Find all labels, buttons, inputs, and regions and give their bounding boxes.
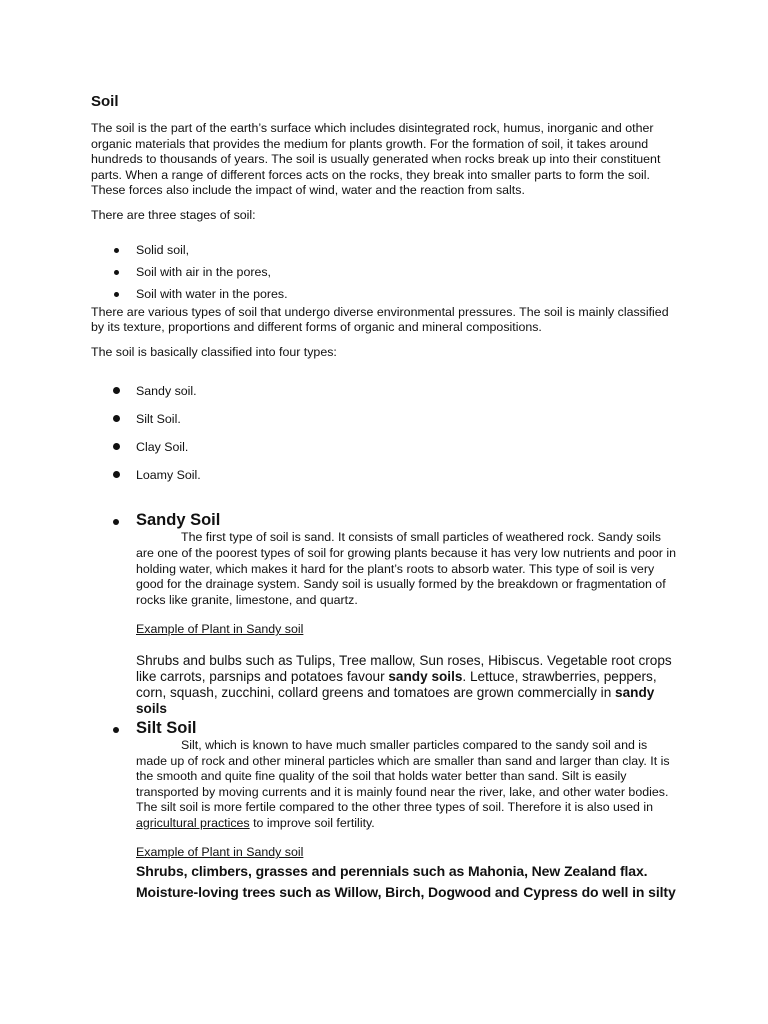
bullet-icon: [113, 387, 120, 394]
agricultural-practices-link[interactable]: agricultural practices: [136, 815, 250, 830]
list-item: Solid soil,: [91, 239, 681, 261]
stages-list: [91, 239, 681, 305]
bullet-icon: [114, 248, 119, 253]
sandy-example-label: Example of Plant in Sandy soil: [136, 622, 304, 637]
classification-paragraph: There are various types of soil that undergo diverse environmental pressures. The soil is mainly classified by its texture, proportions and different forms of organic and mineral compositions.: [91, 304, 669, 335]
sandy-soil-body: The first type of soil is sand. It consists of small particles of weathered rock. Sandy soils are one of the poorest types of soil for growing plants because it has very low nutrients and poor in holding water, which makes it hard for the plant’s roots to absorb water. This type of soil is very good for the drainage system. Sandy soil is usually formed by the breakdown or fragmentation of rocks like granite, limestone, and quartz.: [136, 530, 676, 607]
silt-soil-heading: Silt Soil: [136, 718, 197, 737]
stages-intro: There are three stages of soil:: [91, 207, 256, 222]
list-item: Soil with air in the pores,: [91, 261, 681, 283]
silt-soil-body: Silt, which is known to have much smaller particles compared to the sandy soil and is made up of rock and other mineral particles which are smaller than sand and larger than clay. It is the smooth and quite fine quality of the soil that holds water better than sand. Silt is easily transported by moving currents and it is mainly found near the river, lake, and other water bodies. The silt soil is more fertile compared to the other three types of soil. Therefore it is also used in agricultural practices to improve soil fertility.: [136, 737, 670, 830]
bullet-icon: [113, 471, 120, 478]
document-title: Soil: [91, 93, 119, 110]
list-item: Sandy soil.: [91, 377, 681, 405]
bullet-icon: [113, 519, 119, 525]
list-item: Silt Soil.: [91, 405, 681, 433]
list-item: Clay Soil.: [91, 433, 681, 461]
sandy-soil-section: [91, 511, 681, 717]
bold-term: sandy soils: [388, 668, 463, 684]
bullet-icon: [113, 443, 120, 450]
bullet-icon: [114, 292, 119, 297]
silt-example-label: Example of Plant in Sandy soil: [136, 845, 304, 860]
bold-term: sandy soils: [136, 684, 655, 716]
bullet-icon: [113, 415, 120, 422]
silt-soil-section: [91, 719, 681, 903]
sandy-soil-heading: Sandy Soil: [136, 511, 221, 530]
bullet-icon: [113, 727, 119, 733]
list-item: Loamy Soil.: [91, 461, 681, 489]
types-intro: The soil is basically classified into four types:: [91, 344, 337, 359]
bullet-icon: [114, 270, 119, 275]
silt-plants-paragraph: Shrubs, climbers, grasses and perennials such as Mahonia, New Zealand flax. Moisture-loving trees such as Willow, Birch, Dogwood and Cypress do well in silty: [136, 863, 676, 901]
sandy-plants-paragraph: Shrubs and bulbs such as Tulips, Tree mallow, Sun roses, Hibiscus. Vegetable root crops like carrots, parsnips and potatoes favour sandy soils. Lettuce, strawberries, peppers, corn, squash, zucchini, collard greens and tomatoes are grown commercially in sandy soils: [136, 652, 672, 716]
soil-types-list: [91, 377, 681, 489]
list-item: Soil with water in the pores.: [91, 283, 681, 305]
intro-paragraph: The soil is the part of the earth’s surface which includes disintegrated rock, humus, inorganic and other organic materials that provides the medium for plants growth. For the formation of soil, it takes around hundreds to thousands of years. The soil is usually generated when rocks break up into their constituent parts. When a range of different forces acts on the rocks, they break into smaller parts to form the soil. These forces also include the impact of wind, water and the reaction from salts.: [91, 121, 661, 198]
document-body: [91, 93, 681, 903]
